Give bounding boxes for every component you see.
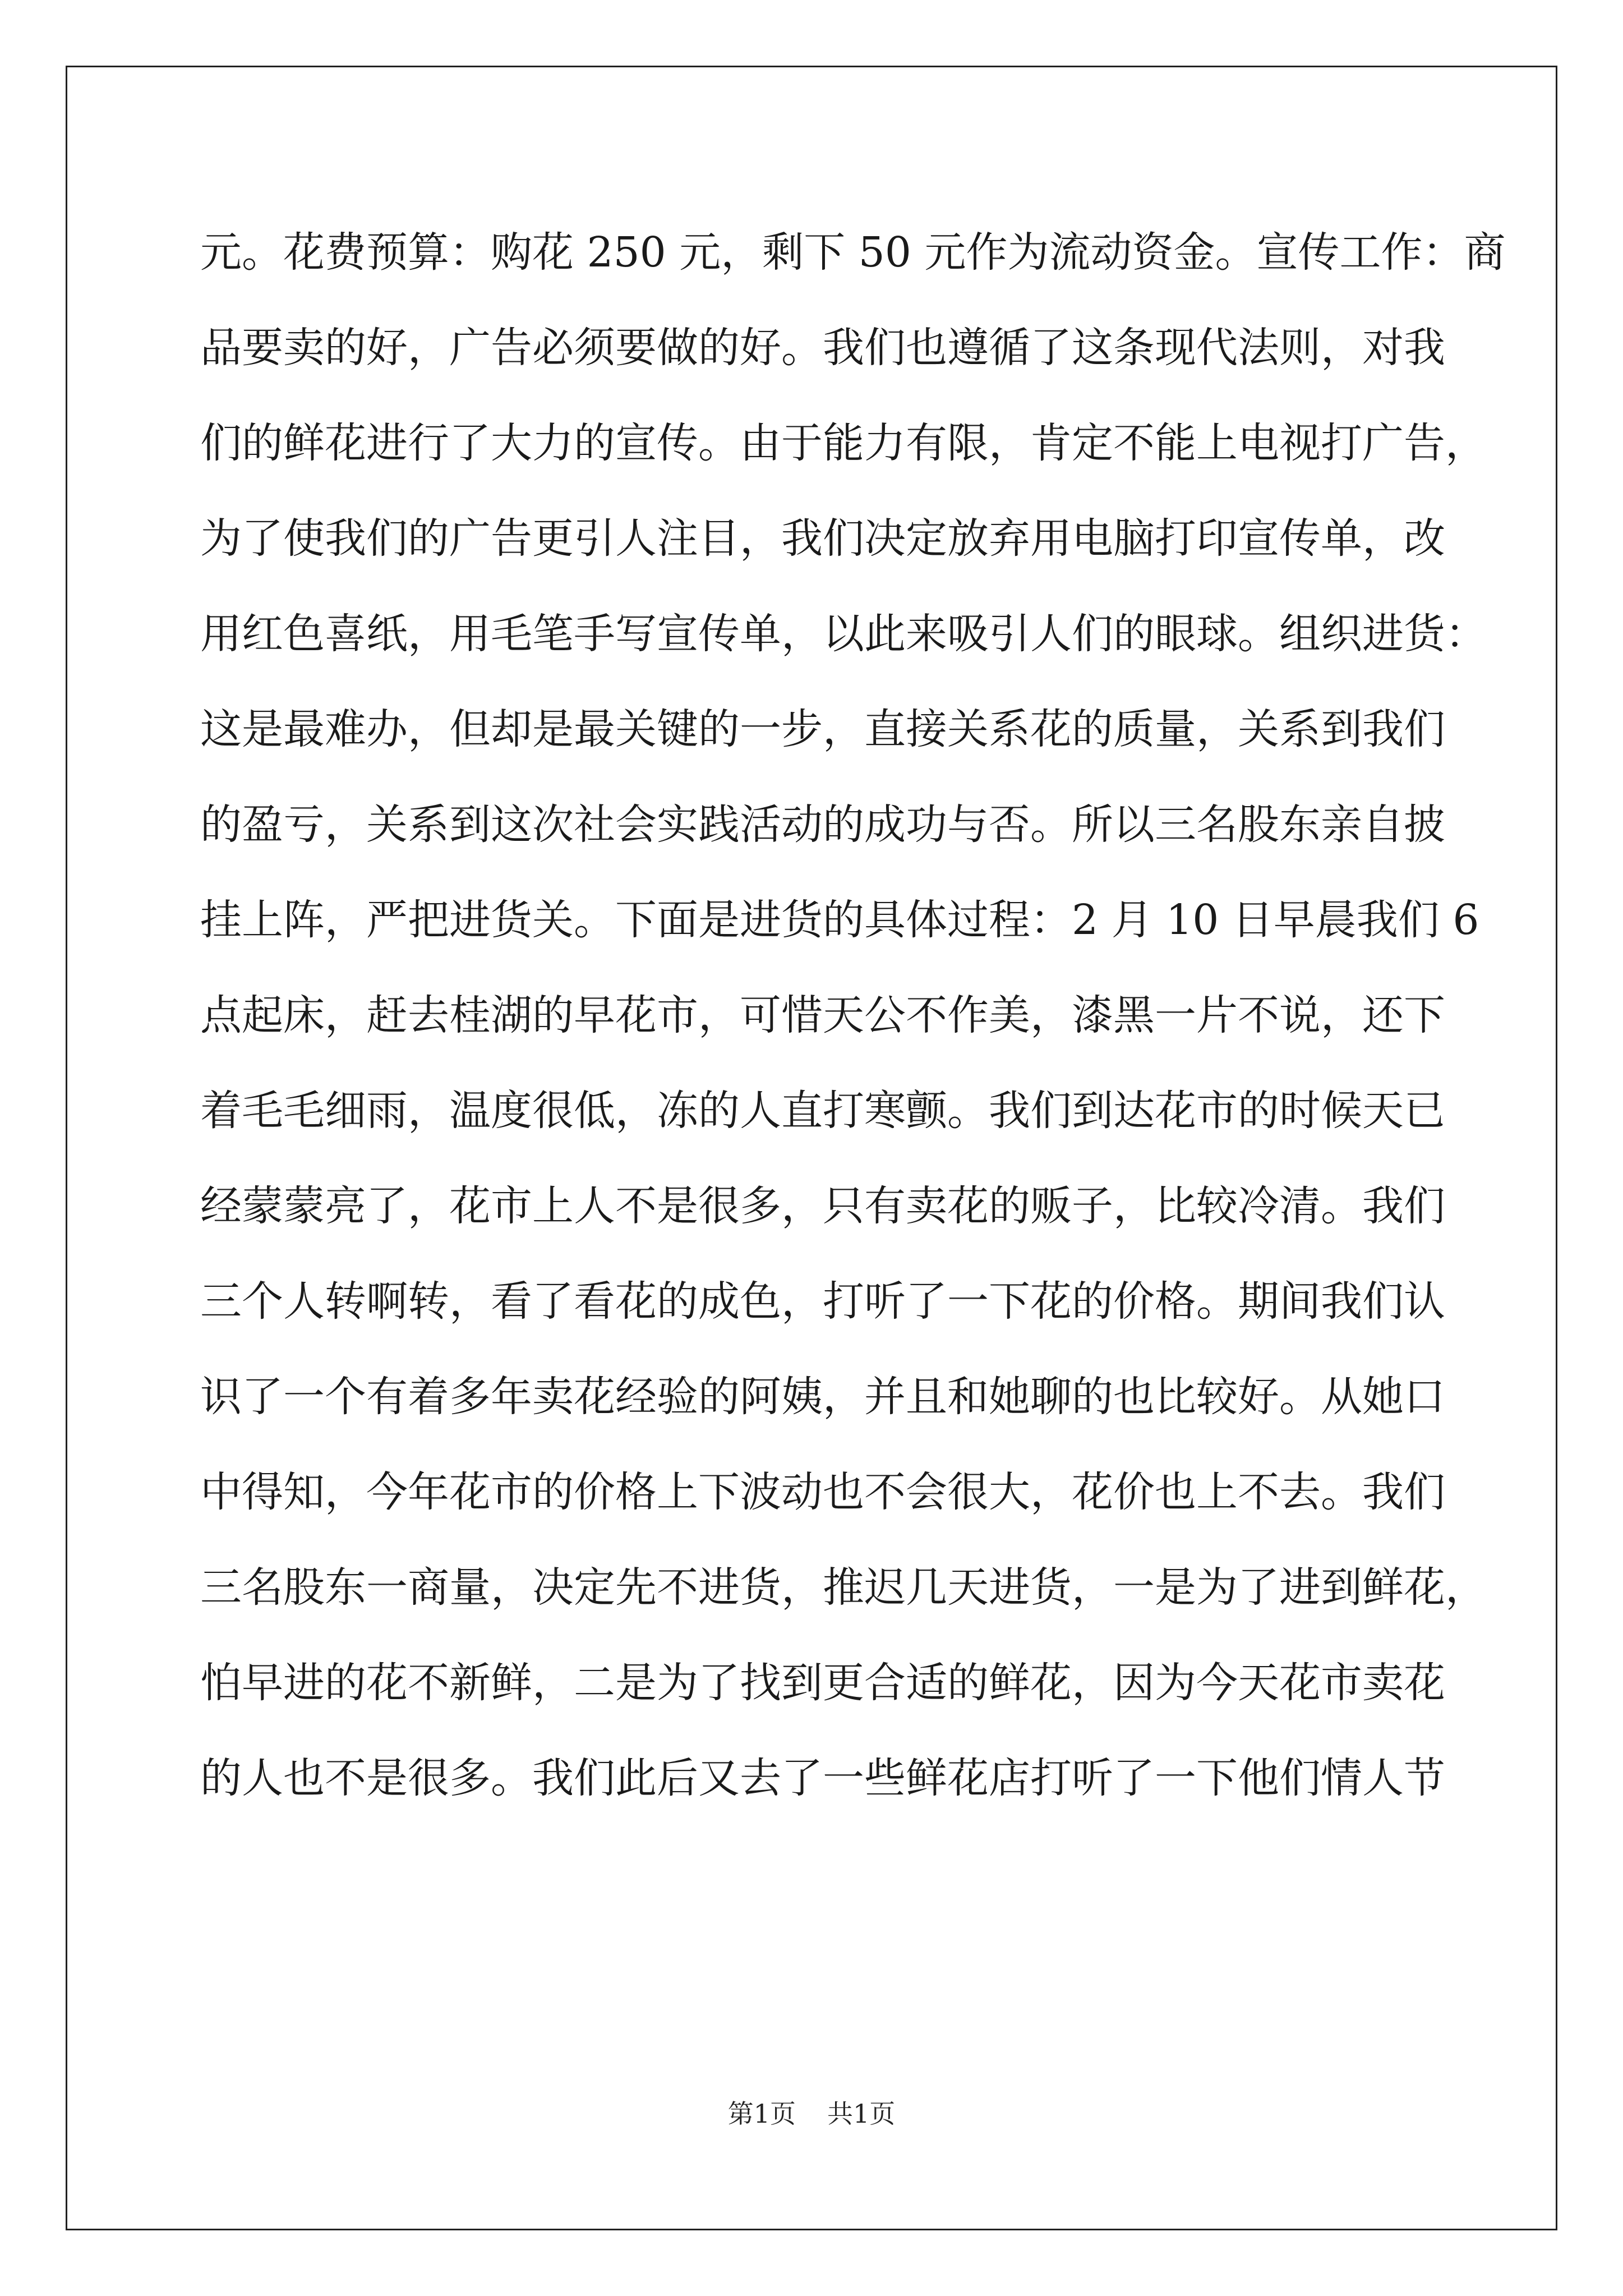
text-line: 中得知，今年花市的价格上下波动也不会很大，花价也上不去。我们 bbox=[200, 1468, 1445, 1516]
page-footer bbox=[0, 2097, 1623, 2131]
page-number: 第1页 bbox=[727, 2099, 796, 2129]
text-line: 品要卖的好，广告必须要做的好。我们也遵循了这条现代法则，对我 bbox=[200, 324, 1445, 372]
text-line: 识了一个有着多年卖花经验的阿姨，并且和她聊的也比较好。从她口 bbox=[200, 1373, 1445, 1421]
text-line: 经蒙蒙亮了，花市上人不是很多，只有卖花的贩子，比较冷清。我们 bbox=[200, 1182, 1445, 1230]
text-line: 挂上阵，严把进货关。下面是进货的具体过程：2 月 10 日早晨我们 6 bbox=[200, 896, 1479, 944]
text-line: 着毛毛细雨，温度很低，冻的人直打寒颤。我们到达花市的时候天已 bbox=[200, 1087, 1445, 1135]
text-line: 这是最难办，但却是最关键的一步，直接关系花的质量，关系到我们 bbox=[200, 705, 1445, 753]
text-line: 怕早进的花不新鲜，二是为了找到更合适的鲜花，因为今天花市卖花 bbox=[200, 1659, 1445, 1707]
text-line: 点起床，赶去桂湖的早花市，可惜天公不作美，漆黑一片不说，还下 bbox=[200, 991, 1445, 1039]
text-line: 为了使我们的广告更引人注目，我们决定放弃用电脑打印宣传单，改 bbox=[200, 514, 1445, 563]
text-line: 的人也不是很多。我们此后又去了一些鲜花店打听了一下他们情人节 bbox=[200, 1754, 1445, 1802]
text-line: 们的鲜花进行了大力的宣传。由于能力有限，肯定不能上电视打广告， bbox=[200, 419, 1487, 467]
page-total: 共1页 bbox=[827, 2099, 896, 2129]
text-line: 三名股东一商量，决定先不进货，推迟几天进货，一是为了进到鲜花， bbox=[200, 1563, 1487, 1612]
text-line: 元。花费预算：购花 250 元，剩下 50 元作为流动资金。宣传工作：商 bbox=[200, 228, 1506, 277]
document-body bbox=[200, 209, 1506, 1830]
text-line: 用红色喜纸，用毛笔手写宣传单，以此来吸引人们的眼球。组织进货： bbox=[200, 610, 1487, 658]
text-line: 的盈亏，关系到这次社会实践活动的成功与否。所以三名股东亲自披 bbox=[200, 800, 1445, 849]
text-line: 三个人转啊转，看了看花的成色，打听了一下花的价格。期间我们认 bbox=[200, 1277, 1445, 1326]
